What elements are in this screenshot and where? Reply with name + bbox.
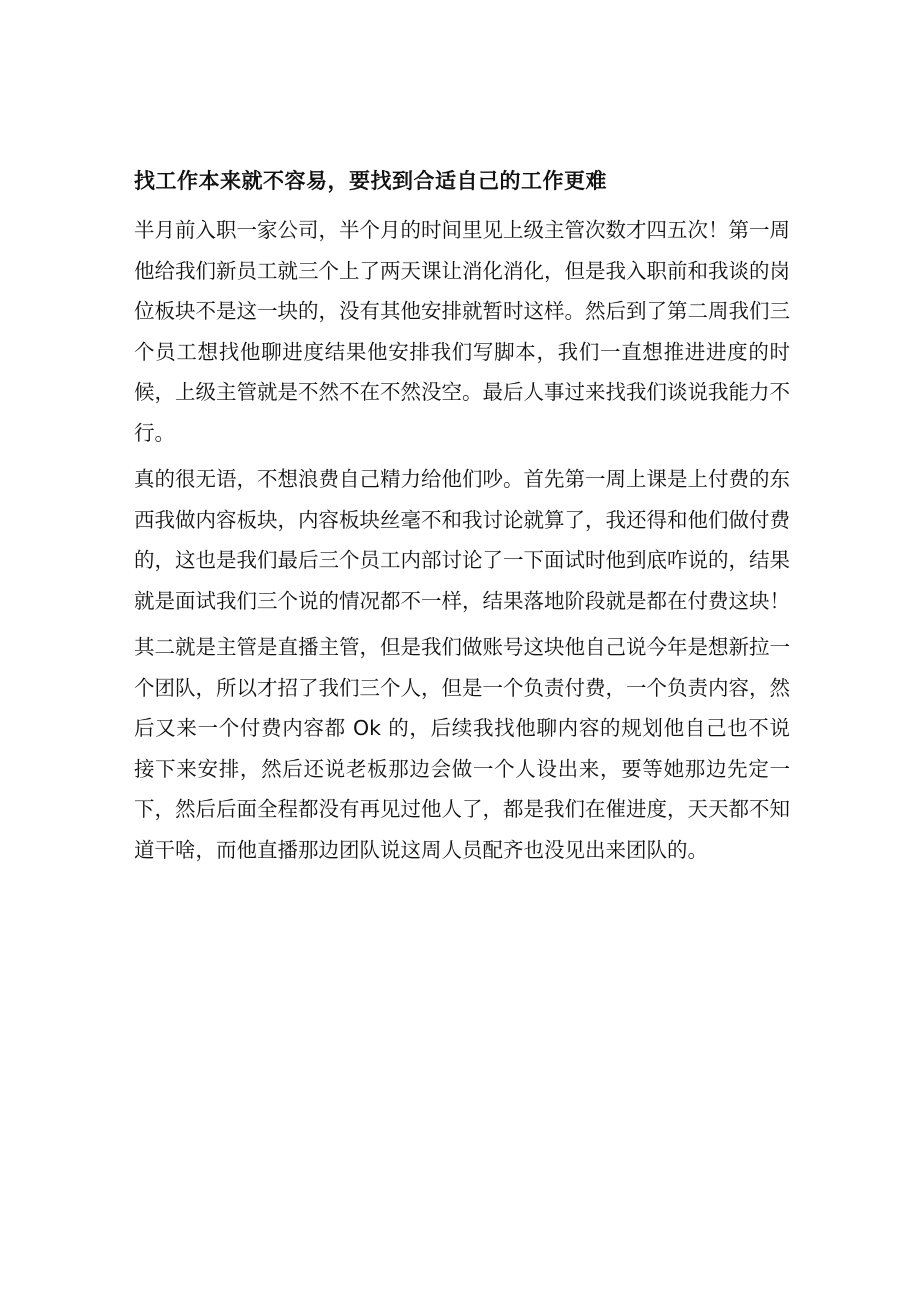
paragraph-3: 其二就是主管是直播主管，但是我们做账号这块他自己说今年是想新拉一个团队，所以才招了我们三个人，但是一个负责付费，一个负责内容，然后又来一个付费内容都 Ok 的，后续我找他聊内容的规划他自己也不说接下来安排，然后还说老板那边会做一个人设出来，要等她那边先定一下，然后后面全程都没有再见过他人了，都是我们在催进度，天天都不知道干啥，而他直播那边团队说这周人员配齐也没见出来团队的。 [134,635,790,862]
paragraph-1: 半月前入职一家公司，半个月的时间里见上级主管次数才四五次！第一周他给我们新员工就三个上了两天课让消化消化，但是我入职前和我谈的岗位板块不是这一块的，没有其他安排就暂时这样。然后到了第二周我们三个员工想找他聊进度结果他安排我们写脚本，我们一直想推进进度的时候，上级主管就是不然不在不然没空。最后人事过来找我们谈说我能力不行。 [134,218,790,445]
document-title: 找工作本来就不容易，要找到合适自己的工作更难 [134,169,607,193]
document-body [134,160,790,876]
paragraph-2: 真的很无语，不想浪费自己精力给他们吵。首先第一周上课是上付费的东西我做内容板块，内容板块丝毫不和我讨论就算了，我还得和他们做付费的，这也是我们最后三个员工内部讨论了一下面试时他到底咋说的，结果就是面试我们三个说的情况都不一样，结果落地阶段就是都在付费这块！ [134,467,790,613]
